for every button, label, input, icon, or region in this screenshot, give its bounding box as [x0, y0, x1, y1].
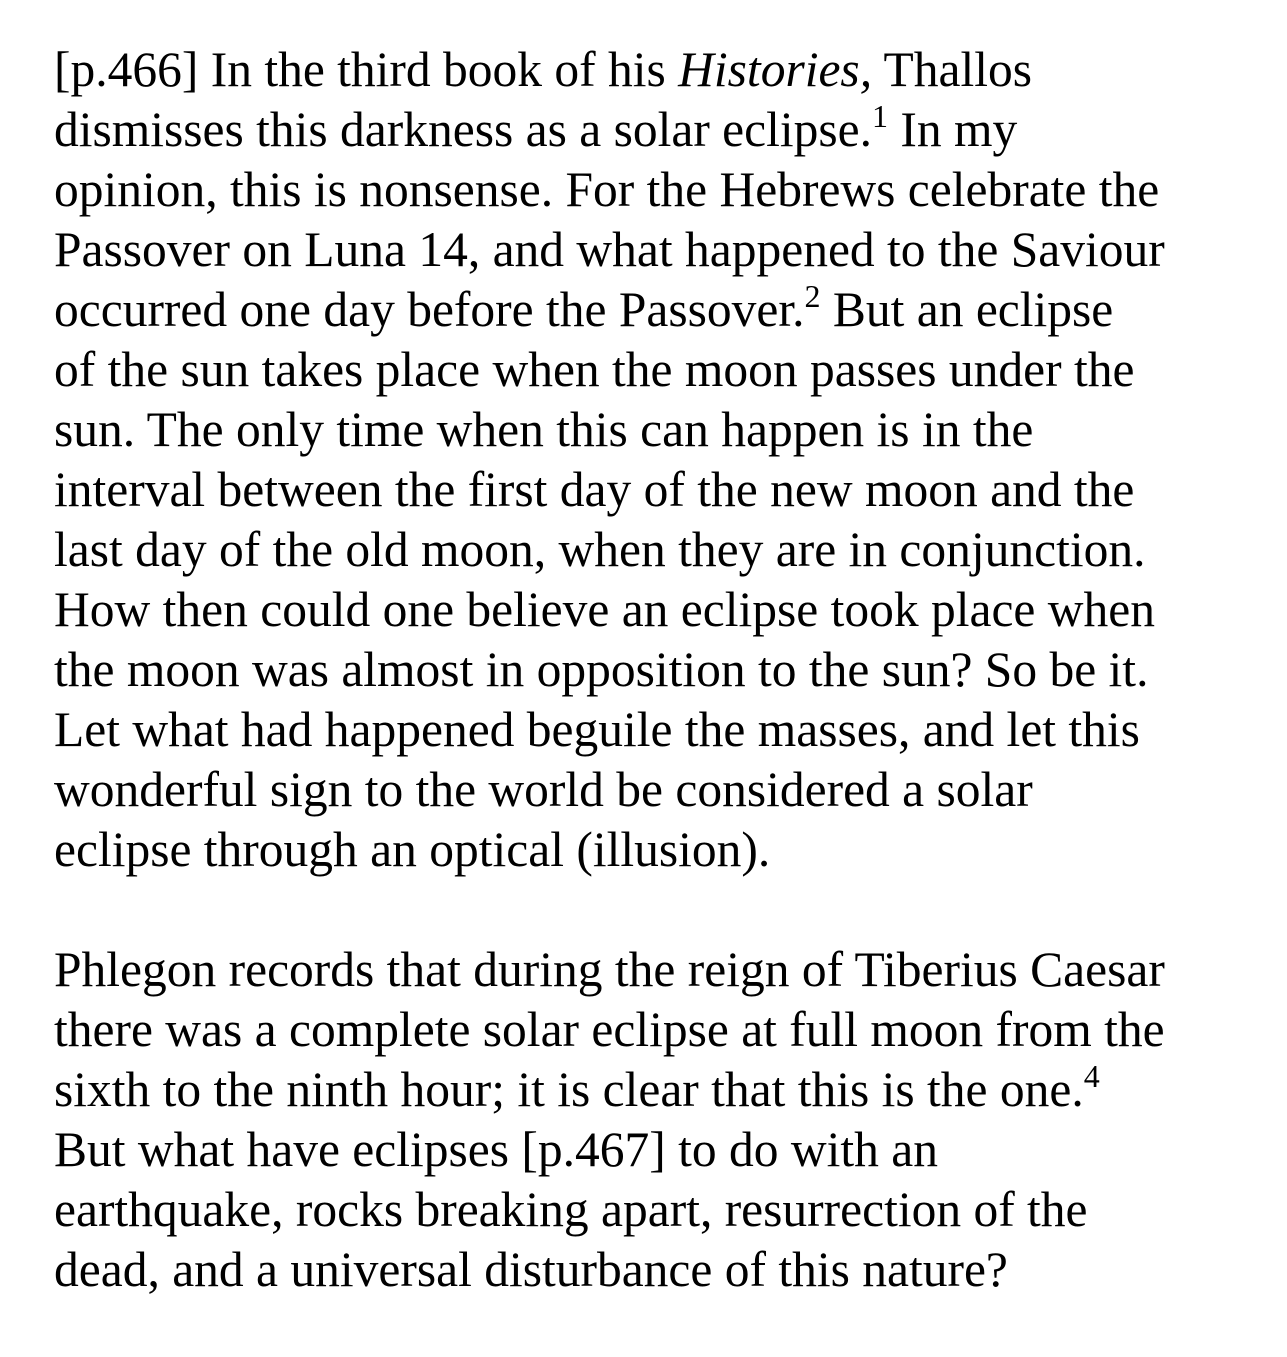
- text-run: sixth to the ninth hour; it is clear that this is the one.: [54, 1062, 1084, 1117]
- text-line: there was a complete solar eclipse at full moon from the: [54, 1002, 1165, 1057]
- text-line: sun. The only time when this can happen is in the: [54, 402, 1034, 457]
- text-line: [54, 40, 1274, 100]
- text-line: of the sun takes place when the moon passes under the: [54, 342, 1135, 397]
- text-line: eclipse through an optical (illusion).: [54, 822, 771, 877]
- text-line: earthquake, rocks breaking apart, resurrection of the: [54, 1182, 1088, 1237]
- text-line: But what have eclipses [p.467] to do with an: [54, 1122, 938, 1177]
- text-line: wonderful sign to the world be considered a solar: [54, 762, 1033, 817]
- footnote-marker: 4: [1083, 1058, 1100, 1094]
- text-run: In my: [887, 102, 1018, 157]
- text-line: the moon was almost in opposition to the sun? So be it.: [54, 642, 1149, 697]
- text-line: interval between the first day of the new moon and the: [54, 462, 1135, 517]
- text-line: Let what had happened beguile the masses, and let this: [54, 702, 1140, 757]
- text-line: [54, 280, 1274, 340]
- text-run: occurred one day before the Passover.: [54, 282, 805, 337]
- text-line: opinion, this is nonsense. For the Hebrews celebrate the: [54, 162, 1160, 217]
- text-run: Thallos: [872, 42, 1033, 97]
- book-title-italic: Histories,: [678, 42, 873, 97]
- text-run: [p.466] In the third book of his: [54, 42, 679, 97]
- text-line: [54, 1060, 1274, 1120]
- text-line: Passover on Luna 14, and what happened to the Saviour: [54, 222, 1165, 277]
- text-line: dead, and a universal disturbance of this nature?: [54, 1242, 1008, 1297]
- footnote-marker: 1: [871, 98, 888, 134]
- text-line: last day of the old moon, when they are in conjunction.: [54, 522, 1146, 577]
- text-run: But an eclipse: [820, 282, 1114, 337]
- text-run: dismisses this darkness as a solar eclipse.: [54, 102, 872, 157]
- paragraph-thallos: [54, 40, 1274, 880]
- text-line: Phlegon records that during the reign of Tiberius Caesar: [54, 942, 1165, 997]
- footnote-marker: 2: [804, 278, 821, 314]
- text-line: How then could one believe an eclipse took place when: [54, 582, 1155, 637]
- paragraph-phlegon: [54, 940, 1274, 1300]
- document-page: [54, 40, 1274, 1300]
- text-line: [54, 100, 1274, 160]
